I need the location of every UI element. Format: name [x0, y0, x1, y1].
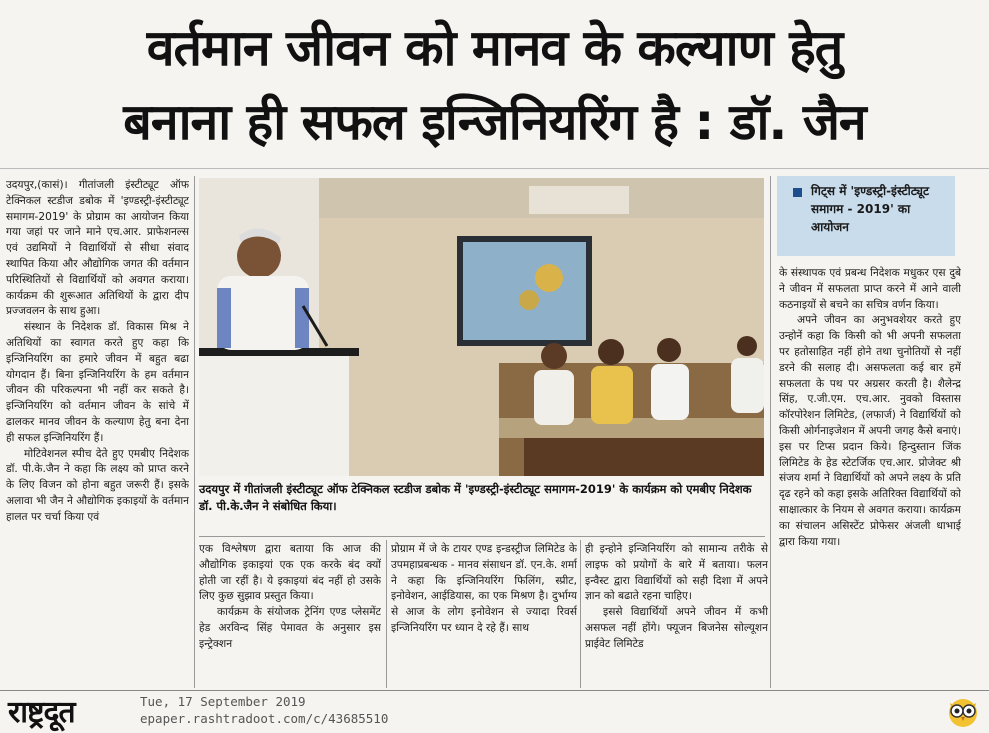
article-column-5: [779, 266, 961, 690]
paragraph: इससे विद्यार्थियों अपने जीवन में कभी असफल नहीं होंगे। फ्यूजन बिजनेस सोल्यूशन प्राईवेट लिमिटेड: [585, 606, 768, 650]
headline-line-2: बनाना ही सफल इन्जिनियरिंग है : डॉ. जैन: [123, 93, 866, 151]
caption-divider: [199, 536, 765, 537]
paragraph: ही इन्होने इन्जिनियरिंग को सामान्य तरीके से लाइफ को प्रयोगों के बारे में बताया। फलन इन्वैस्ट द्वारा विद्यार्थियों को सही दिशा में अपने ज्ञान को बढाते रहना चाहिए।: [585, 543, 768, 603]
event-photo-illustration: [199, 178, 764, 476]
article-column-3: [391, 542, 577, 690]
headline-line-1: वर्तमान जीवन को मानव के कल्याण हेतु: [146, 19, 843, 77]
footer-divider: [0, 690, 989, 691]
edition-date: Tue, 17 September 2019: [140, 694, 306, 709]
side-heading-text: गिट्स में 'इण्डस्ट्री-इंस्टीट्यूट समागम - 2019' का आयोजन: [811, 184, 929, 234]
column-rule: [580, 540, 581, 688]
paragraph: एक विश्लेषण द्वारा बताया कि आज की औद्योगिक इकाइयां एक एक करके बंद क्यों होती जा रहीं है। ये इकाइयां बंद नहीं हो उसके लिए कुछ सुझाव प्रस्तुत किया।: [199, 543, 381, 603]
paragraph: संस्थान के निदेशक डॉ. विकास मिश्र ने अतिथियों का स्वागत करते हुए कहा कि इन्जिनियरिंग का हमारे जीवन में बहुत बढा योगदान हैं। बिना इन्जिनियरिंग के हम वर्तमान जीवन की परिकल्पना भी नहीं कर सकते है। इन्जिनियरिंग को वर्तमान जीवन के सांचे में ढालकर मानव जीवन के कल्याण हेतु बना देना ही सफल इन्जिनियरिंग हैं।: [6, 321, 189, 444]
article-column-2: [199, 542, 381, 690]
event-photo: [199, 178, 764, 476]
column-rule: [386, 540, 387, 688]
article-column-4: [585, 542, 768, 690]
masthead-logo: राष्ट्रदूत: [8, 695, 75, 730]
epaper-link[interactable]: epaper.rashtradoot.com/c/43685510: [140, 711, 389, 726]
square-bullet-icon: [793, 188, 802, 197]
paragraph: उदयपुर,(कासं)। गीतांजली इंस्टीट्यूट ऑफ टेक्निकल स्टडीज डबोक में 'इण्डस्ट्री-इंस्टीट्यूट समागम-2019' के प्रोग्राम का आयोजन किया गया जहां पर जाने माने एच.आर. प्राफेशनल्स एवं उद्यमियों ने विद्यार्थियों से सीधा संवाद स्थापित किया और औद्योगिक जगत की वर्तमान परिस्थितियों से विद्यार्थियों को अवगत कराया। कार्यक्रम की शुरूआत अतिथियों के द्वारा दीप प्रज्जवलन के साथ हुआ।: [6, 179, 189, 318]
photo-caption: उदयपुर में गीतांजली इंस्टीट्यूट ऑफ टेक्निकल स्टडीज डबोक में 'इण्डस्ट्री-इंस्टीट्यूट समागम-2019' के कार्यक्रम को एमबीए निदेशक डॉ. पी.के.जैन ने संबोधित किया।: [199, 482, 752, 513]
headline-divider: [0, 168, 989, 169]
paragraph: प्रोग्राम में जे के टायर एण्ड इन्डस्ट्रीज लिमिटेड के उपमहाप्रबन्धक - मानव संसाधन डॉ. एन.के. शर्मा ने कहा कि इन्जिनियरिंग फिलिंग, स्प्रीट, इनोवेशन, आईडियास, का एक मिश्रण है। दुर्भाग्य से आज के लोग इनोवेशन से ज्यादा रिवर्स इन्जिनियरिंग पर ध्यान दे रहे हैं। साथ: [391, 543, 577, 634]
owl-icon: [946, 694, 980, 728]
column-rule: [194, 176, 195, 688]
column-rule: [770, 176, 771, 688]
paragraph: अपने जीवन का अनुभवशेयर करते हुए उन्होनें कहा कि किसी को भी अपनी सफलता पर हतोसाहित नहीं होने तथा चुनोतियों से नहीं डरने की सलाह दी। असफलता कई बार हमें सफलता के पथ पर अग्रसर करती है। शैलेन्द्र सिंह, ए.जी.एम. एच.आर. नुवको विस्तास कॉरपोरेशन लिमिटेड, (लफार्ज) ने विद्यार्थियों को किसी ओर्गनाइजेशन में अपनी जगह कैसे बनाएं। इस पर टिप्स प्रदान किये। हिन्दुस्तान जिंक लिमिटेड के हेड स्टेटर्जिक एच.आर. प्रोजेक्ट श्री संजय शर्मा ने विद्यार्थियों को अपने लक्ष्य के प्रति दृढ रहने को कहा इसके अतिरिक्त विद्यार्थियों को साक्षात्कार के नियम से अवगत कराया। कार्यक्रम का संचालन असिस्टेंट प्रोफेसर अंजली धाभाई द्वारा किया गया।: [779, 314, 961, 548]
paragraph: के संस्थापक एवं प्रबन्ध निदेशक मधुकर एस दुबे ने जीवन में सफलता प्राप्त करने में आने वाली कठनाइयों से बचने का सचित्र वर्णन किया।: [779, 267, 961, 311]
paragraph: मोटिवेशनल स्पीच देते हुए एमबीए निदेशक डॉ. पी.के.जैन ने कहा कि लक्ष्य को प्राप्त करने के लिए विजन को होना बहुत जरूरी हैं। इसके अलावा भी जैन ने औद्योगिक इकाइयों के वर्तमान हालत पर चर्चा किया एवं: [6, 447, 189, 523]
article-column-1: [6, 178, 189, 690]
paragraph: कार्यक्रम के संयोजक ट्रेनिंग एण्ड प्लेसमेंट हेड अरविन्द सिंह पेमावत के अनुसार इस इन्ट्रेक्शन: [199, 606, 381, 650]
side-heading-box: [777, 176, 955, 256]
